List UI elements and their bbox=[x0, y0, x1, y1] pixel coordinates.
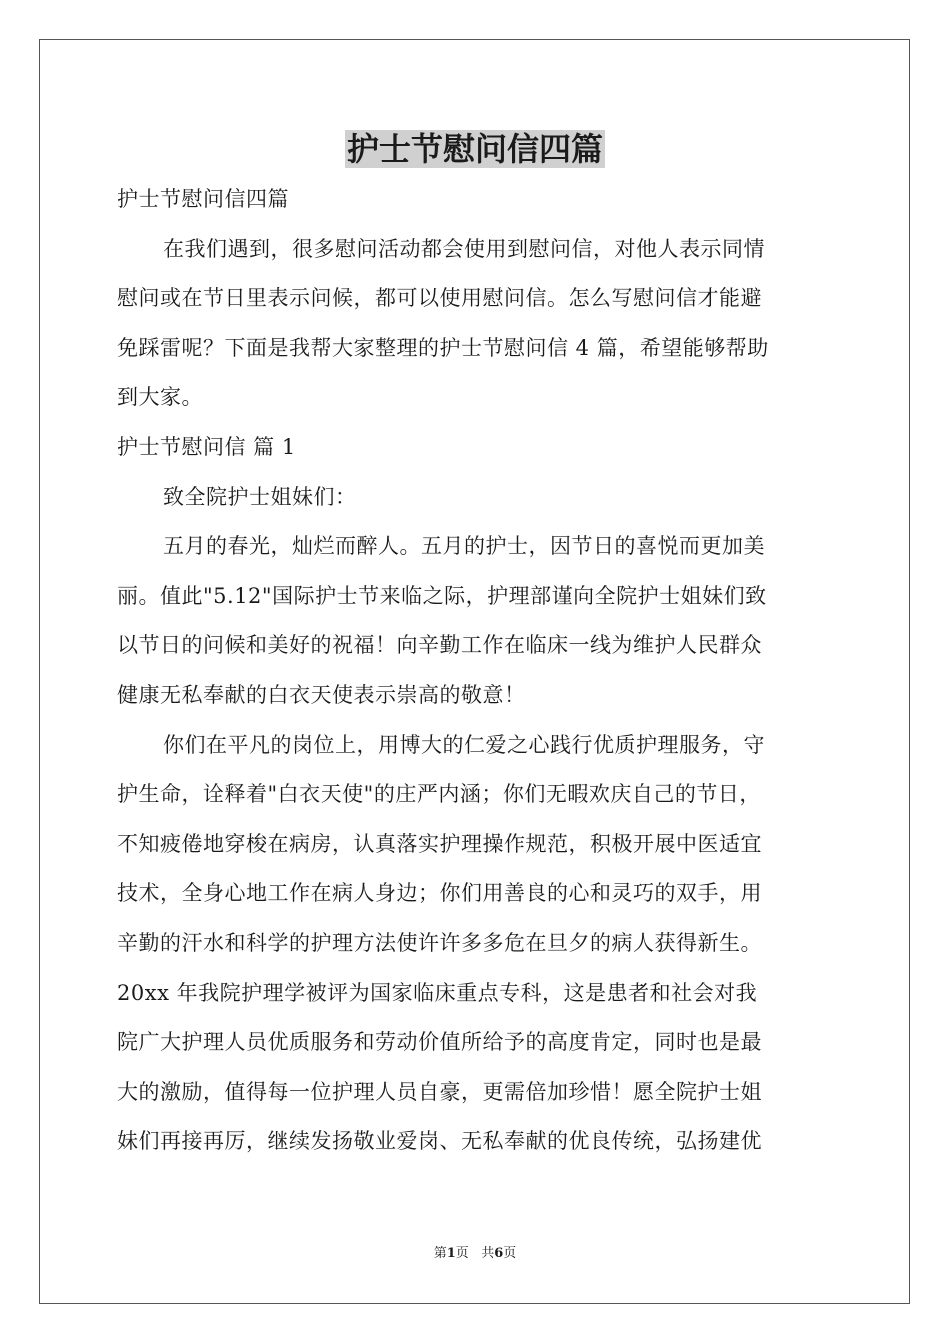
paragraph-line: 辛勤的汗水和科学的护理方法使许许多多危在旦夕的病人获得新生。 bbox=[117, 930, 762, 955]
paragraph-line: 丽。值此"5.12"国际护士节来临之际，护理部谨向全院护士姐妹们致 bbox=[117, 583, 767, 608]
paragraph-line: 院广大护理人员优质服务和劳动价值所给予的高度肯定，同时也是最 bbox=[117, 1030, 762, 1055]
total-pages-prefix: 共 bbox=[481, 1246, 495, 1261]
paragraph-line: 健康无私奉献的白衣天使表示崇高的敬意！ bbox=[117, 682, 526, 707]
document-title-text: 护士节慰问信四篇 bbox=[346, 130, 603, 168]
page-number-prefix: 第 bbox=[433, 1246, 447, 1261]
paragraph-line: 大的激励，值得每一位护理人员自豪，更需倍加珍惜！愿全院护士姐 bbox=[117, 1079, 762, 1104]
paragraph-line: 五月的春光，灿烂而醉人。五月的护士，因节日的喜悦而更加美 bbox=[163, 534, 765, 559]
current-page-number: 1 bbox=[446, 1246, 456, 1261]
salutation: 致全院护士姐妹们： bbox=[163, 484, 357, 509]
paragraph-line: 20xx 年我院护理学被评为国家临床重点专科，这是患者和社会对我 bbox=[117, 980, 758, 1005]
page-number-suffix: 页 bbox=[455, 1246, 469, 1261]
paragraph-line: 慰问或在节日里表示问候，都可以使用慰问信。怎么写慰问信才能避 bbox=[117, 286, 762, 311]
page-footer bbox=[0, 1245, 950, 1263]
paragraph-line: 妹们再接再厉，继续发扬敬业爱岗、无私奉献的优良传统，弘扬建优 bbox=[117, 1129, 762, 1154]
paragraph-line: 到大家。 bbox=[117, 385, 203, 410]
document-title bbox=[0, 127, 950, 171]
total-pages-suffix: 页 bbox=[503, 1246, 517, 1261]
paragraph-line: 不知疲倦地穿梭在病房，认真落实护理操作规范，积极开展中医适宜 bbox=[117, 831, 762, 856]
paragraph-line: 免踩雷呢？下面是我帮大家整理的护士节慰问信 4 篇，希望能够帮助 bbox=[117, 335, 769, 360]
section-heading: 护士节慰问信 篇 1 bbox=[117, 434, 296, 459]
paragraph-line: 以节日的问候和美好的祝福！向辛勤工作在临床一线为维护人民群众 bbox=[117, 633, 762, 658]
paragraph-line: 技术，全身心地工作在病人身边；你们用善良的心和灵巧的双手，用 bbox=[117, 881, 762, 906]
paragraph-line: 护生命，诠释着"白衣天使"的庄严内涵；你们无暇欢庆自己的节日， bbox=[117, 782, 761, 807]
total-page-count: 6 bbox=[494, 1246, 504, 1261]
document-body bbox=[117, 175, 847, 1167]
paragraph-line: 你们在平凡的岗位上，用博大的仁爱之心践行优质护理服务，守 bbox=[163, 732, 765, 757]
paragraph-line: 护士节慰问信四篇 bbox=[117, 187, 289, 211]
paragraph-line: 在我们遇到，很多慰问活动都会使用到慰问信，对他人表示同情 bbox=[163, 236, 765, 261]
